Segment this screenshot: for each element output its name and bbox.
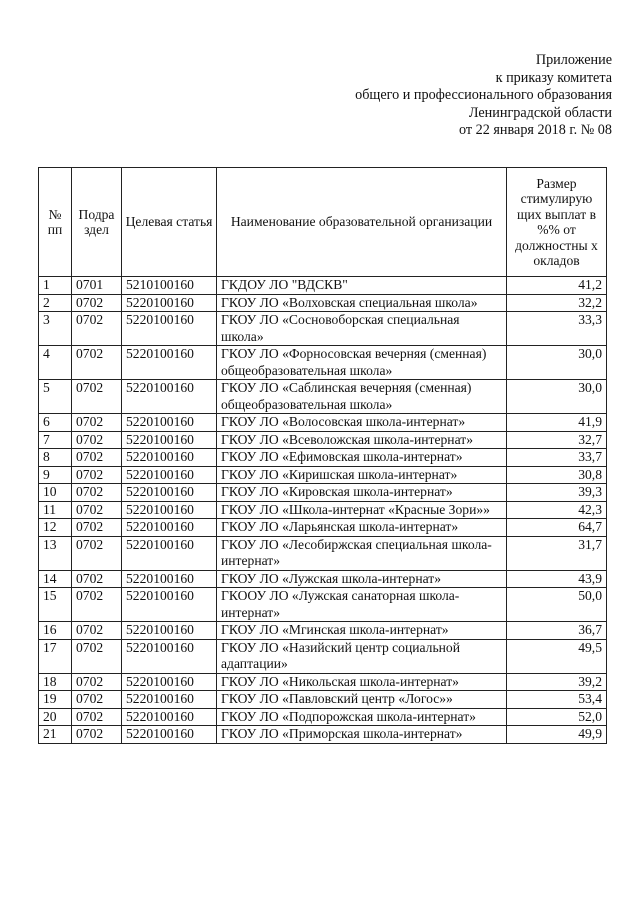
cell-value: 41,9 — [507, 414, 607, 432]
cell-value: 52,0 — [507, 708, 607, 726]
cell-no: 5 — [39, 380, 72, 414]
cell-no: 20 — [39, 708, 72, 726]
cell-value: 43,9 — [507, 570, 607, 588]
header-line: Приложение — [535, 52, 612, 68]
cell-org-name: ГКОУ ЛО «Сосновоборская специальная школа» — [217, 312, 507, 346]
cell-org-name: ГКОУ ЛО «Павловский центр «Логос»» — [217, 691, 507, 709]
table-row — [39, 691, 607, 709]
cell-article: 5220100160 — [122, 484, 217, 502]
cell-article: 5220100160 — [122, 519, 217, 537]
cell-org-name: ГКДОУ ЛО "ВДСКВ" — [217, 277, 507, 295]
cell-no: 19 — [39, 691, 72, 709]
cell-org-name: ГКОУ ЛО «Подпорожская школа-интернат» — [217, 708, 507, 726]
cell-article: 5220100160 — [122, 536, 217, 570]
cell-section: 0702 — [72, 673, 122, 691]
table-row — [39, 449, 607, 467]
cell-org-name: ГКОУ ЛО «Волосовская школа-интернат» — [217, 414, 507, 432]
cell-section: 0702 — [72, 726, 122, 744]
cell-value: 49,5 — [507, 639, 607, 673]
column-header-section: Подра здел — [72, 168, 122, 277]
table-row — [39, 501, 607, 519]
cell-value: 49,9 — [507, 726, 607, 744]
table-row — [39, 294, 607, 312]
table-row — [39, 466, 607, 484]
cell-article: 5220100160 — [122, 294, 217, 312]
column-header-name: Наименование образовательной организации — [217, 168, 507, 277]
cell-section: 0702 — [72, 346, 122, 380]
cell-no: 7 — [39, 431, 72, 449]
table-row — [39, 346, 607, 380]
cell-no: 21 — [39, 726, 72, 744]
table-row — [39, 708, 607, 726]
cell-section: 0702 — [72, 639, 122, 673]
cell-section: 0702 — [72, 312, 122, 346]
cell-no: 1 — [39, 277, 72, 295]
cell-section: 0702 — [72, 380, 122, 414]
cell-org-name: ГКОУ ЛО «Киришская школа-интернат» — [217, 466, 507, 484]
cell-section: 0702 — [72, 414, 122, 432]
cell-article: 5220100160 — [122, 380, 217, 414]
cell-no: 8 — [39, 449, 72, 467]
table-row — [39, 726, 607, 744]
cell-value: 31,7 — [507, 536, 607, 570]
header-line: общего и профессионального образования — [355, 87, 612, 104]
cell-section: 0702 — [72, 519, 122, 537]
cell-no: 9 — [39, 466, 72, 484]
table-row — [39, 484, 607, 502]
cell-article: 5220100160 — [122, 639, 217, 673]
cell-org-name: ГКОУ ЛО «Всеволожская школа-интернат» — [217, 431, 507, 449]
cell-value: 36,7 — [507, 622, 607, 640]
cell-no: 12 — [39, 519, 72, 537]
table-row — [39, 380, 607, 414]
cell-section: 0702 — [72, 484, 122, 502]
cell-org-name: ГКОУ ЛО «Приморская школа-интернат» — [217, 726, 507, 744]
cell-article: 5220100160 — [122, 449, 217, 467]
table-row — [39, 639, 607, 673]
table-row — [39, 277, 607, 295]
cell-article: 5220100160 — [122, 691, 217, 709]
column-header-no: № пп — [39, 168, 72, 277]
cell-article: 5220100160 — [122, 312, 217, 346]
cell-no: 15 — [39, 588, 72, 622]
cell-article: 5220100160 — [122, 622, 217, 640]
cell-no: 6 — [39, 414, 72, 432]
cell-article: 5220100160 — [122, 466, 217, 484]
cell-value: 33,7 — [507, 449, 607, 467]
cell-org-name: ГКОУ ЛО «Никольская школа-интернат» — [217, 673, 507, 691]
organizations-table — [38, 167, 607, 744]
cell-no: 13 — [39, 536, 72, 570]
cell-article: 5220100160 — [122, 708, 217, 726]
cell-section: 0702 — [72, 708, 122, 726]
cell-section: 0701 — [72, 277, 122, 295]
cell-no: 17 — [39, 639, 72, 673]
cell-org-name: ГКОУ ЛО «Кировская школа-интернат» — [217, 484, 507, 502]
cell-section: 0702 — [72, 691, 122, 709]
column-header-size: Размер стимулирую щих выплат в %% от должностны х окладов — [507, 168, 607, 277]
cell-no: 16 — [39, 622, 72, 640]
cell-value: 30,0 — [507, 346, 607, 380]
cell-article: 5210100160 — [122, 277, 217, 295]
cell-no: 4 — [39, 346, 72, 380]
table-row — [39, 673, 607, 691]
cell-section: 0702 — [72, 431, 122, 449]
cell-value: 33,3 — [507, 312, 607, 346]
cell-org-name: ГКОУ ЛО «Ларьянская школа-интернат» — [217, 519, 507, 537]
cell-article: 5220100160 — [122, 431, 217, 449]
cell-article: 5220100160 — [122, 726, 217, 744]
cell-value: 41,2 — [507, 277, 607, 295]
table-row — [39, 519, 607, 537]
table-row — [39, 622, 607, 640]
cell-no: 11 — [39, 501, 72, 519]
cell-org-name: ГКОУ ЛО «Волховская специальная школа» — [217, 294, 507, 312]
header-line: Ленинградской области — [468, 104, 612, 121]
cell-article: 5220100160 — [122, 346, 217, 380]
table-row — [39, 414, 607, 432]
appendix-header — [355, 52, 612, 140]
cell-article: 5220100160 — [122, 570, 217, 588]
cell-section: 0702 — [72, 294, 122, 312]
cell-value: 32,2 — [507, 294, 607, 312]
cell-org-name: ГКОУ ЛО «Ефимовская школа-интернат» — [217, 449, 507, 467]
cell-org-name: ГКОУ ЛО «Лужская школа-интернат» — [217, 570, 507, 588]
cell-no: 3 — [39, 312, 72, 346]
table-row — [39, 431, 607, 449]
cell-section: 0702 — [72, 501, 122, 519]
column-header-article: Целевая статья — [122, 168, 217, 277]
table-row — [39, 570, 607, 588]
table-header-row — [39, 168, 607, 277]
cell-value: 42,3 — [507, 501, 607, 519]
cell-article: 5220100160 — [122, 414, 217, 432]
table-row — [39, 588, 607, 622]
cell-org-name: ГКООУ ЛО «Лужская санаторная школа-интернат» — [217, 588, 507, 622]
cell-value: 50,0 — [507, 588, 607, 622]
cell-no: 14 — [39, 570, 72, 588]
cell-section: 0702 — [72, 570, 122, 588]
cell-no: 18 — [39, 673, 72, 691]
cell-org-name: ГКОУ ЛО «Саблинская вечерняя (сменная) общеобразовательная школа» — [217, 380, 507, 414]
cell-org-name: ГКОУ ЛО «Мгинская школа-интернат» — [217, 622, 507, 640]
cell-value: 64,7 — [507, 519, 607, 537]
cell-section: 0702 — [72, 536, 122, 570]
cell-org-name: ГКОУ ЛО «Назийский центр социальной адаптации» — [217, 639, 507, 673]
cell-value: 30,8 — [507, 466, 607, 484]
cell-article: 5220100160 — [122, 673, 217, 691]
header-line: от 22 января 2018 г. № 08 — [459, 122, 612, 139]
table-row — [39, 312, 607, 346]
cell-value: 39,3 — [507, 484, 607, 502]
cell-value: 30,0 — [507, 380, 607, 414]
cell-section: 0702 — [72, 449, 122, 467]
cell-org-name: ГКОУ ЛО «Школа-интернат «Красные Зори»» — [217, 501, 507, 519]
cell-org-name: ГКОУ ЛО «Форносовская вечерняя (сменная) общеобразовательная школа» — [217, 346, 507, 380]
cell-section: 0702 — [72, 466, 122, 484]
table-row — [39, 536, 607, 570]
cell-no: 10 — [39, 484, 72, 502]
table-body — [39, 277, 607, 744]
cell-section: 0702 — [72, 622, 122, 640]
header-line: к приказу комитета — [495, 69, 612, 86]
cell-value: 53,4 — [507, 691, 607, 709]
cell-org-name: ГКОУ ЛО «Лесобиржская специальная школа-интернат» — [217, 536, 507, 570]
cell-no: 2 — [39, 294, 72, 312]
cell-value: 32,7 — [507, 431, 607, 449]
cell-value: 39,2 — [507, 673, 607, 691]
cell-section: 0702 — [72, 588, 122, 622]
cell-article: 5220100160 — [122, 501, 217, 519]
cell-article: 5220100160 — [122, 588, 217, 622]
